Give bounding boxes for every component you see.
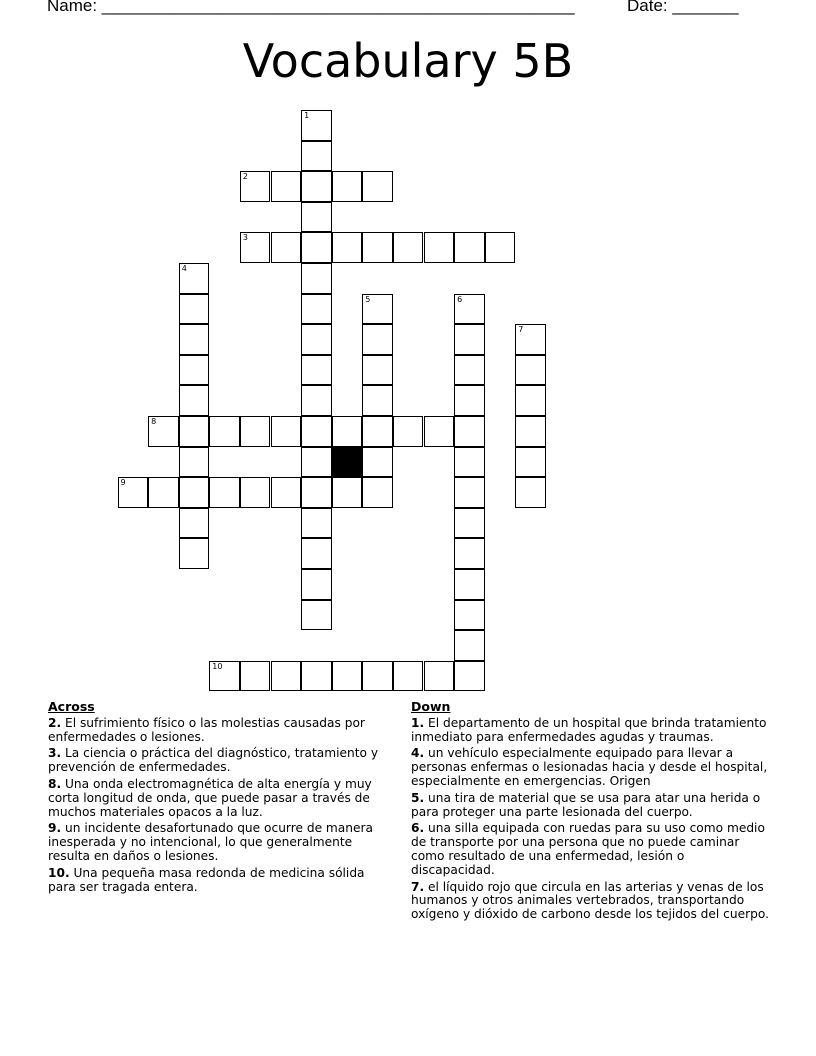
clue-item	[48, 717, 393, 745]
clue-number: 3.	[48, 746, 62, 761]
grid-cell[interactable]	[301, 324, 332, 355]
clue-number: 10.	[48, 865, 70, 880]
clue-item	[411, 747, 769, 788]
date-field[interactable]: Date: _______	[627, 0, 739, 15]
clue-number: 5	[365, 294, 371, 304]
clue-number: 6	[457, 294, 463, 304]
down-clues	[411, 700, 769, 925]
clue-text: El departamento de un hospital que brinda tratamiento inmediato para enfermedades agudas y traumas.	[411, 715, 767, 744]
clue-text: La ciencia o práctica del diagnóstico, tratamiento y prevención de enfermedades.	[48, 746, 379, 775]
clue-item	[411, 717, 769, 745]
grid-cell[interactable]	[454, 232, 485, 263]
grid-cell[interactable]	[301, 600, 332, 631]
grid-cell[interactable]	[332, 232, 363, 263]
grid-cell[interactable]	[301, 416, 332, 447]
grid-cell[interactable]	[362, 232, 393, 263]
grid-cell[interactable]	[179, 447, 210, 478]
grid-cell[interactable]	[454, 538, 485, 569]
clue-item	[411, 822, 769, 877]
grid-cell[interactable]	[424, 416, 455, 447]
grid-cell[interactable]	[179, 263, 210, 294]
grid-cell[interactable]	[240, 416, 271, 447]
clue-number: 9.	[48, 821, 62, 836]
clue-number: 7	[518, 325, 524, 335]
grid-cell[interactable]	[301, 538, 332, 569]
clue-number: 2.	[48, 715, 62, 730]
grid-cell[interactable]	[179, 385, 210, 416]
grid-cell[interactable]	[454, 600, 485, 631]
clue-item	[48, 867, 393, 895]
grid-cell[interactable]	[240, 477, 271, 508]
grid-cell[interactable]	[301, 110, 332, 141]
grid-cell[interactable]	[301, 355, 332, 386]
page-title: Vocabulary 5B	[242, 34, 574, 88]
grid-cell[interactable]	[454, 294, 485, 325]
grid-cell[interactable]	[271, 477, 302, 508]
grid-cell[interactable]	[179, 477, 210, 508]
grid-cell[interactable]	[240, 661, 271, 692]
clue-number: 1	[304, 111, 310, 120]
grid-cell[interactable]	[209, 416, 240, 447]
name-field[interactable]: Name: __________________________________________________	[47, 0, 575, 15]
across-clues	[48, 700, 393, 897]
grid-cell[interactable]	[301, 141, 332, 172]
grid-cell[interactable]	[209, 477, 240, 508]
clue-number: 4.	[411, 746, 425, 761]
down-heading: Down	[411, 699, 451, 714]
grid-cell[interactable]	[454, 385, 485, 416]
down-clue-list	[411, 717, 769, 922]
grid-cell[interactable]	[454, 355, 485, 386]
grid-cell[interactable]	[179, 538, 210, 569]
clue-number: 9	[120, 478, 126, 488]
grid-cell[interactable]	[454, 569, 485, 600]
across-clue-list	[48, 717, 393, 895]
grid-cell[interactable]	[454, 324, 485, 355]
grid-cell[interactable]	[454, 416, 485, 447]
grid-cell[interactable]	[515, 385, 546, 416]
grid-cell[interactable]	[301, 263, 332, 294]
grid-cell[interactable]	[301, 385, 332, 416]
grid-cell[interactable]	[485, 232, 516, 263]
grid-cell[interactable]	[209, 661, 240, 692]
grid-cell[interactable]	[393, 661, 424, 692]
grid-cell[interactable]	[332, 477, 363, 508]
grid-cell[interactable]	[148, 416, 179, 447]
grid-cell[interactable]	[332, 416, 363, 447]
grid-cell[interactable]	[301, 508, 332, 539]
grid-cell[interactable]	[301, 232, 332, 263]
grid-cell[interactable]	[179, 294, 210, 325]
grid-cell[interactable]	[515, 477, 546, 508]
grid-cell[interactable]	[362, 477, 393, 508]
grid-cell[interactable]	[118, 477, 149, 508]
grid-cell[interactable]	[148, 477, 179, 508]
clue-text: una silla equipada con ruedas para su uso como medio de transporte por una persona que no puede caminar como resultado de una enfermedad, lesión o discapacidad.	[411, 821, 765, 877]
grid-cell[interactable]	[515, 416, 546, 447]
grid-cell[interactable]	[179, 416, 210, 447]
grid-cell[interactable]	[515, 324, 546, 355]
grid-cell[interactable]	[393, 232, 424, 263]
grid-cell[interactable]	[301, 569, 332, 600]
grid-cell[interactable]	[454, 508, 485, 539]
grid-cell[interactable]	[362, 355, 393, 386]
clue-number: 1.	[411, 715, 425, 730]
clue-number: 6.	[411, 821, 425, 836]
clue-number: 8.	[48, 776, 62, 791]
grid-cell[interactable]	[179, 508, 210, 539]
grid-cell[interactable]	[301, 202, 332, 233]
clue-number: 10	[212, 661, 223, 671]
grid-cell[interactable]	[454, 661, 485, 692]
clue-text: una tira de material que se usa para atar una herida o para proteger una parte lesionada del cuerpo.	[411, 790, 761, 819]
across-heading: Across	[48, 699, 95, 714]
grid-cell[interactable]	[454, 630, 485, 661]
grid-cell[interactable]	[301, 447, 332, 478]
clue-text: un vehículo especialmente equipado para llevar a personas enfermas o lesionadas hacia y desde el hospital, especialmente en emergencias. Origen	[411, 746, 768, 788]
grid-cell[interactable]	[515, 355, 546, 386]
grid-cell[interactable]	[424, 232, 455, 263]
grid-cell[interactable]	[301, 294, 332, 325]
grid-cell[interactable]	[362, 447, 393, 478]
grid-cell[interactable]	[454, 477, 485, 508]
grid-cell[interactable]	[271, 416, 302, 447]
clue-text: El sufrimiento físico o las molestias causadas por enfermedades o lesiones.	[48, 715, 365, 744]
grid-cell[interactable]	[240, 232, 271, 263]
clue-item	[411, 881, 769, 922]
clue-text: Una pequeña masa redonda de medicina sólida para ser tragada entera.	[48, 865, 365, 894]
grid-cell[interactable]	[362, 324, 393, 355]
black-square	[332, 447, 363, 478]
clue-item	[48, 778, 393, 819]
grid-cell[interactable]	[332, 661, 363, 692]
grid-cell[interactable]	[362, 171, 393, 202]
grid-cell[interactable]	[271, 171, 302, 202]
clue-item	[48, 747, 393, 775]
clue-number: 2	[242, 172, 248, 182]
grid-cell[interactable]	[362, 385, 393, 416]
clue-text: un incidente desafortunado que ocurre de manera inesperada y no intencional, lo que generalmente resulta en daños o lesiones.	[48, 821, 373, 863]
clue-number: 8	[151, 417, 157, 426]
grid-cell[interactable]	[424, 661, 455, 692]
grid-cell[interactable]	[179, 355, 210, 386]
grid-cell[interactable]	[179, 324, 210, 355]
clue-text: el líquido rojo que circula en las arterias y venas de los humanos y otros animales vertebrados, transportando oxígeno y dióxido de carbono desde los tejidos del cuerpo.	[411, 879, 769, 922]
grid-cell[interactable]	[271, 661, 302, 692]
grid-cell[interactable]	[362, 416, 393, 447]
grid-cell[interactable]	[393, 416, 424, 447]
clue-text: Una onda electromagnética de alta energía y muy corta longitud de onda, que puede pasar a través de muchos materiales opacos a la luz.	[48, 776, 372, 819]
grid-cell[interactable]	[362, 661, 393, 692]
grid-cell[interactable]	[301, 661, 332, 692]
grid-cell[interactable]	[301, 171, 332, 202]
clue-number: 5.	[411, 790, 425, 805]
clue-number: 4	[181, 264, 187, 273]
grid-cell[interactable]	[240, 171, 271, 202]
grid-cell[interactable]	[362, 294, 393, 325]
clue-number: 7.	[411, 879, 425, 894]
grid-cell[interactable]	[332, 171, 363, 202]
grid-cell[interactable]	[271, 232, 302, 263]
clue-item	[48, 822, 393, 863]
grid-cell[interactable]	[515, 447, 546, 478]
clue-number: 3	[242, 233, 248, 243]
clue-item	[411, 792, 769, 820]
grid-cell[interactable]	[301, 477, 332, 508]
grid-cell[interactable]	[454, 447, 485, 478]
